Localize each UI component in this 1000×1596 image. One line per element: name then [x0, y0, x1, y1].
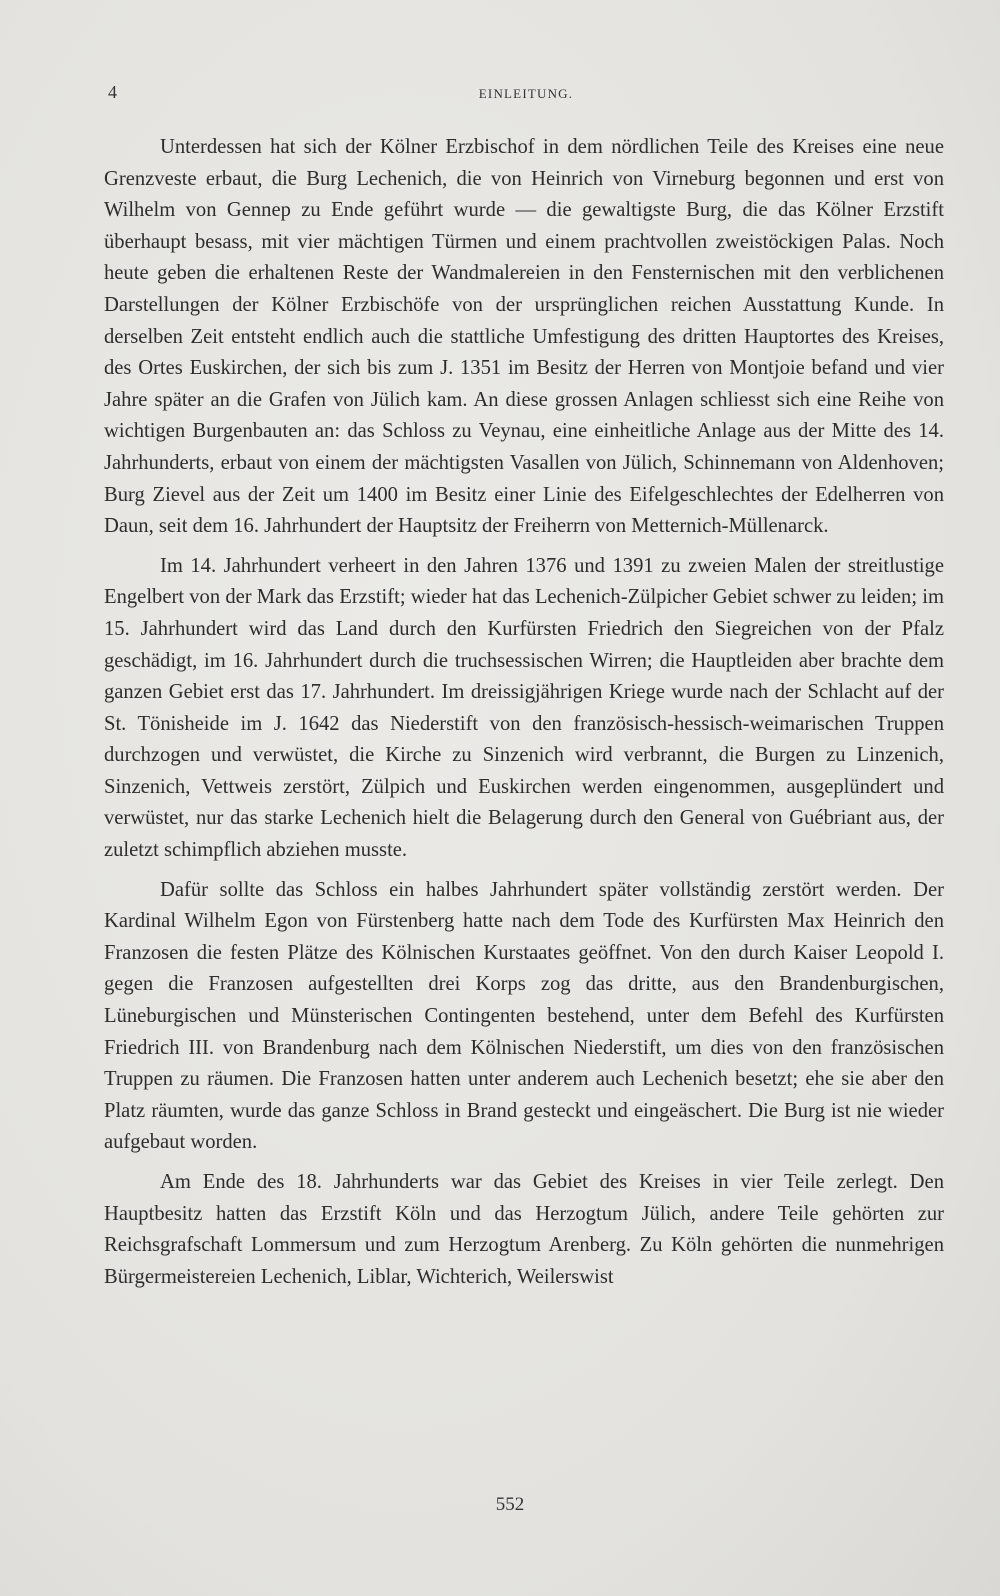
signature-mark: 552	[495, 1494, 525, 1515]
body-text	[104, 132, 944, 1301]
paragraph-2: Im 14. Jahrhundert verheert in den Jahren 1376 und 1391 zu zweien Malen der streitlustige Engelbert von der Mark das Erzstift; wieder hat das Lechenich-Zülpicher Gebiet schwer zu leiden; im 15. Jahrhundert wird das Land durch den Kurfürsten Friedrich den Siegreichen von der Pfalz geschädigt, im 16. Jahrhundert durch die truchsessischen Wirren; die Hauptleiden aber brachte dem ganzen Gebiet erst das 17. Jahrhundert. Im dreissigjährigen Kriege wurde nach der Schlacht auf der St. Tönisheide im J. 1642 das Niederstift von den französisch-hessisch-weimarischen Truppen durchzogen und verwüstet, die Kirche zu Sinzenich wird verbrannt, die Burgen zu Linzenich, Sinzenich, Vettweis zerstört, Zülpich und Euskirchen werden eingenommen, ausgeplündert und verwüstet, nur das starke Lechenich hielt die Belagerung durch den General von Guébriant aus, der zuletzt schimpflich abziehen musste.	[104, 554, 944, 862]
running-head: EINLEITUNG.	[478, 86, 574, 101]
paragraph-4: Am Ende des 18. Jahrhunderts war das Gebiet des Kreises in vier Teile zerlegt. Den Hauptbesitz hatten das Erzstift Köln und das Herzogtum Jülich, andere Teile gehörten zur Reichsgrafschaft Lommersum und zum Herzogtum Arenberg. Zu Köln gehörten die nunmehrigen Bürgermeistereien Lechenich, Liblar, Wichterich, Weilerswist	[104, 1171, 944, 1288]
page-number: 4	[108, 82, 117, 102]
paragraph-3: Dafür sollte das Schloss ein halbes Jahrhundert später vollständig zerstört werden. Der Kardinal Wilhelm Egon von Fürstenberg hatte nach dem Tode des Kurfürsten Max Heinrich den Franzosen die festen Plätze des Kölnischen Kurstaates geöffnet. Von den durch Kaiser Leopold I. gegen die Franzosen aufgestellten drei Korps zog das dritte, aus den Brandenburgischen, Lüneburgischen und Münsterischen Contingenten bestehend, unter dem Befehl des Kurfürsten Friedrich III. von Brandenburg nach dem Kölnischen Niederstift, um dies von den französischen Truppen zu räumen. Die Franzosen hatten unter anderem auch Lechenich besetzt; ehe sie aber den Platz räumten, wurde das ganze Schloss in Brand gesteckt und eingeäschert. Die Burg ist nie wieder aufgebaut worden.	[104, 878, 944, 1154]
paragraph-1: Unterdessen hat sich der Kölner Erzbischof in dem nördlichen Teile des Kreises eine neue Grenzveste erbaut, die Burg Lechenich, die von Heinrich von Virneburg begonnen und erst von Wilhelm von Gennep zu Ende geführt wurde — die gewaltigste Burg, die das Kölner Erzstift überhaupt besass, mit vier mächtigen Türmen und einem prachtvollen zweistöckigen Palas. Noch heute geben die erhaltenen Reste der Wandmalereien in den Fensternischen mit den verblichenen Darstellungen der Kölner Erzbischöfe von der ursprünglichen reichen Ausstattung Kunde. In derselben Zeit entsteht endlich auch die stattliche Umfestigung des dritten Hauptortes des Kreises, des Ortes Euskirchen, der sich bis zum J. 1351 im Besitz der Herren von Montjoie befand und vier Jahre später an die Grafen von Jülich kam. An diese grossen Anlagen schliesst sich eine Reihe von wichtigen Burgenbauten an: das Schloss zu Veynau, eine einheitliche Anlage aus der Mitte des 14. Jahrhunderts, erbaut von einem der mächtigsten Vasallen von Jülich, Schinnemann von Aldenhoven; Burg Zievel aus der Zeit um 1400 im Besitz einer Linie des Eifelgeschlechtes der Edelherren von Daun, seit dem 16. Jahrhundert der Hauptsitz der Freiherrn von Metternich-Müllenarck.	[104, 136, 944, 538]
page-header	[108, 82, 944, 106]
